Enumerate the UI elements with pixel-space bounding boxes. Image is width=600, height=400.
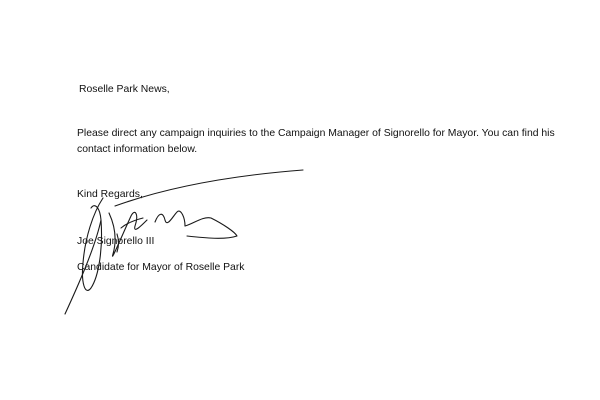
sender-title: Candidate for Mayor of Roselle Park: [77, 262, 245, 273]
letter-body-line-1: Please direct any campaign inquiries to the Campaign Manager of Signorello for Mayor. You can find his: [77, 128, 555, 139]
letter-closing: Kind Regards,: [77, 189, 143, 200]
sender-name: Joe Signorello III: [77, 236, 155, 247]
letter-greeting: Roselle Park News,: [79, 84, 170, 95]
letter-body-line-2: contact information below.: [77, 144, 198, 155]
